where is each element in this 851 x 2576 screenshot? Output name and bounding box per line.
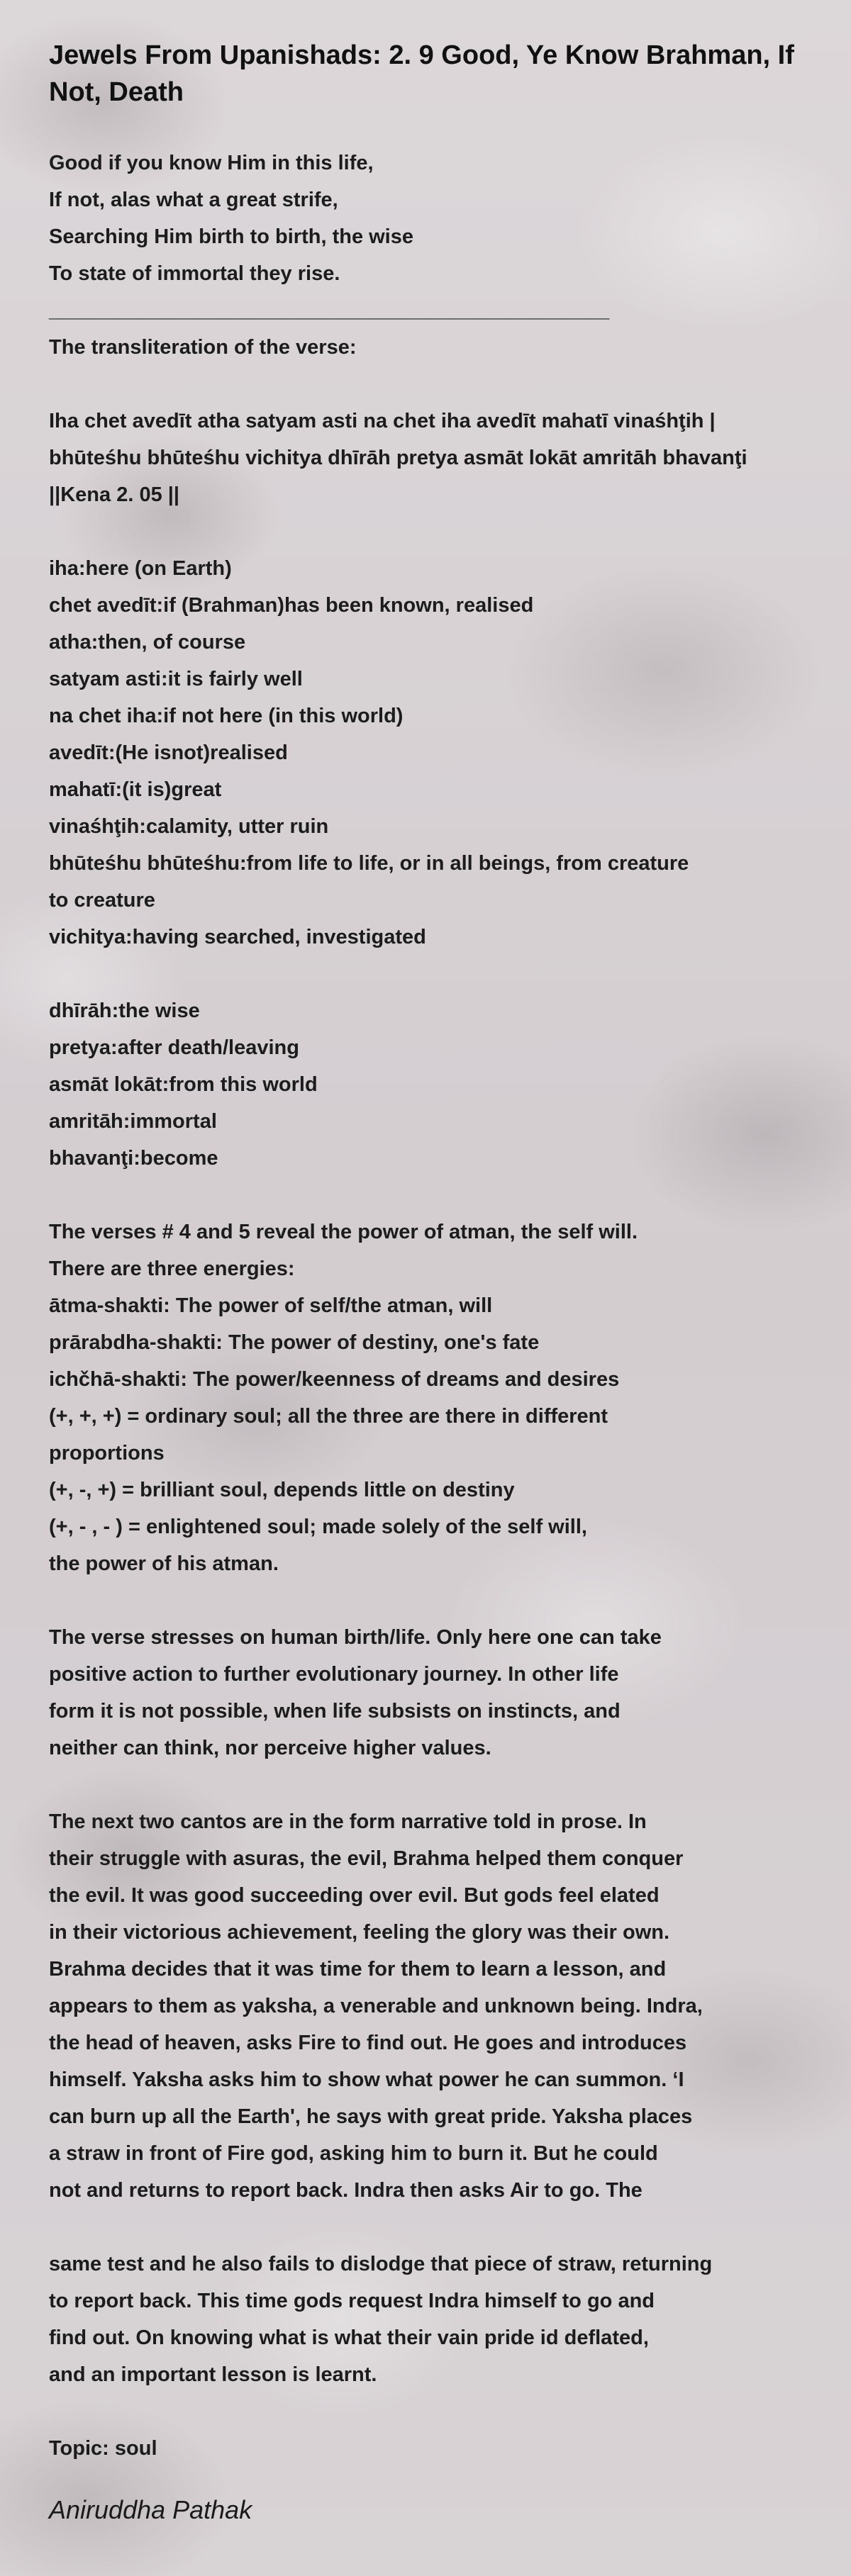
poem-line: vinaśhţih:calamity, utter ruin [49, 815, 329, 838]
poem-line: mahatī:(it is)great [49, 778, 222, 801]
poem-line: appears to them as yaksha, a venerable and unknown being. Indra, [49, 1995, 703, 2017]
poem-line: Searching Him birth to birth, the wise [49, 225, 413, 248]
poem-line: ichčhā-shakti: The power/keenness of dreams and desires [49, 1368, 620, 1391]
poem-line: the evil. It was good succeeding over evil. But gods feel elated [49, 1884, 660, 1907]
poem-line: a straw in front of Fire god, asking him to burn it. But he could [49, 2142, 658, 2165]
poem-line: to report back. This time gods request Indra himself to go and [49, 2290, 655, 2312]
poem-line: their struggle with asuras, the evil, Brahma helped them conquer [49, 1847, 684, 1870]
blank-line [49, 1177, 815, 1214]
poem-line: (+, +, +) = ordinary soul; all the three are there in different [49, 1405, 608, 1428]
poem-line: atha:then, of course [49, 631, 246, 654]
blank-line [49, 956, 815, 992]
poem-line: satyam asti:it is fairly well [49, 668, 303, 690]
poem-line: in their victorious achievement, feeling the glory was their own. [49, 1921, 670, 1944]
poem-line: (+, - , - ) = enlightened soul; made solely of the self will, [49, 1516, 587, 1538]
poem-line: to creature [49, 889, 155, 912]
poem-line: The transliteration of the verse: [49, 336, 357, 359]
poem-line: The verses # 4 and 5 reveal the power of atman, the self will. [49, 1221, 638, 1243]
poem-line: the power of his atman. [49, 1552, 279, 1575]
poem-line: na chet iha:if not here (in this world) [49, 705, 404, 727]
blank-line [49, 366, 815, 403]
poem-line: pretya:after death/leaving [49, 1036, 299, 1059]
poem-line: the head of heaven, asks Fire to find out. He goes and introduces [49, 2032, 687, 2054]
poem-line: positive action to further evolutionary journey. In other life [49, 1663, 619, 1686]
poem-line: There are three energies: [49, 1258, 295, 1280]
poem-line: To state of immortal they rise. [49, 262, 340, 285]
blank-line [49, 2393, 815, 2430]
poem-line: (+, -, +) = brilliant soul, depends little on destiny [49, 1479, 515, 1501]
poem-line: dhīrāh:the wise [49, 999, 200, 1022]
blank-line [49, 1582, 815, 1619]
poem-line: proportions [49, 1442, 165, 1465]
poem-title: Jewels From Upanishads: 2. 9 Good, Ye Know Brahman, If Not, Death [49, 40, 794, 107]
poem-line: Iha chet avedīt atha satyam asti na chet iha avedīt mahatī vinaśhţih | [49, 410, 716, 432]
poem-line: Topic: soul [49, 2437, 157, 2460]
poem-line: _________________________________________________ [49, 299, 610, 322]
poem-line: bhavanţi:become [49, 1147, 218, 1170]
poem-line: bhūteśhu bhūteśhu vichitya dhīrāh pretya asmāt lokāt amritāh bhavanţi [49, 447, 747, 469]
poem-line: prārabdha-shakti: The power of destiny, one's fate [49, 1331, 540, 1354]
poem-line: and an important lesson is learnt. [49, 2363, 377, 2386]
poem-line: form it is not possible, when life subsists on instincts, and [49, 1700, 621, 1723]
poem-line: find out. On knowing what is what their vain pride id deflated, [49, 2326, 649, 2349]
blank-line [49, 1766, 815, 1803]
blank-line [49, 2209, 815, 2246]
poem-line: ||Kena 2. 05 || [49, 483, 179, 506]
poem-line: chet avedīt:if (Brahman)has been known, realised [49, 594, 534, 617]
poem-page [49, 0, 815, 2528]
poem-line: ātma-shakti: The power of self/the atman, will [49, 1294, 493, 1317]
poem-line: iha:here (on Earth) [49, 557, 232, 580]
poem-line: The next two cantos are in the form narrative told in prose. In [49, 1810, 647, 1833]
poem-line: Good if you know Him in this life, [49, 152, 374, 174]
poem-line: not and returns to report back. Indra then asks Air to go. The [49, 2179, 643, 2202]
poem-line: amritāh:immortal [49, 1110, 217, 1133]
poem-body [49, 145, 815, 2467]
poem-line: can burn up all the Earth', he says with great pride. Yaksha places [49, 2105, 693, 2128]
poem-line: himself. Yaksha asks him to show what power he can summon. ‘I [49, 2068, 684, 2091]
poem-line: avedīt:(He isnot)realised [49, 741, 288, 764]
poem-line: vichitya:having searched, investigated [49, 926, 426, 948]
poem-line: same test and he also fails to dislodge that piece of straw, returning [49, 2253, 713, 2275]
poem-line: bhūteśhu bhūteśhu:from life to life, or in all beings, from creature [49, 852, 689, 875]
poem-line: The verse stresses on human birth/life. Only here one can take [49, 1626, 662, 1649]
poem-line: If not, alas what a great strife, [49, 189, 338, 211]
author-name[interactable]: Aniruddha Pathak [49, 2495, 252, 2524]
poem-line: neither can think, nor perceive higher values. [49, 1737, 491, 1759]
poem-line: Brahma decides that it was time for them to learn a lesson, and [49, 1958, 667, 1981]
poem-line: asmāt lokāt:from this world [49, 1073, 318, 1096]
blank-line [49, 513, 815, 550]
